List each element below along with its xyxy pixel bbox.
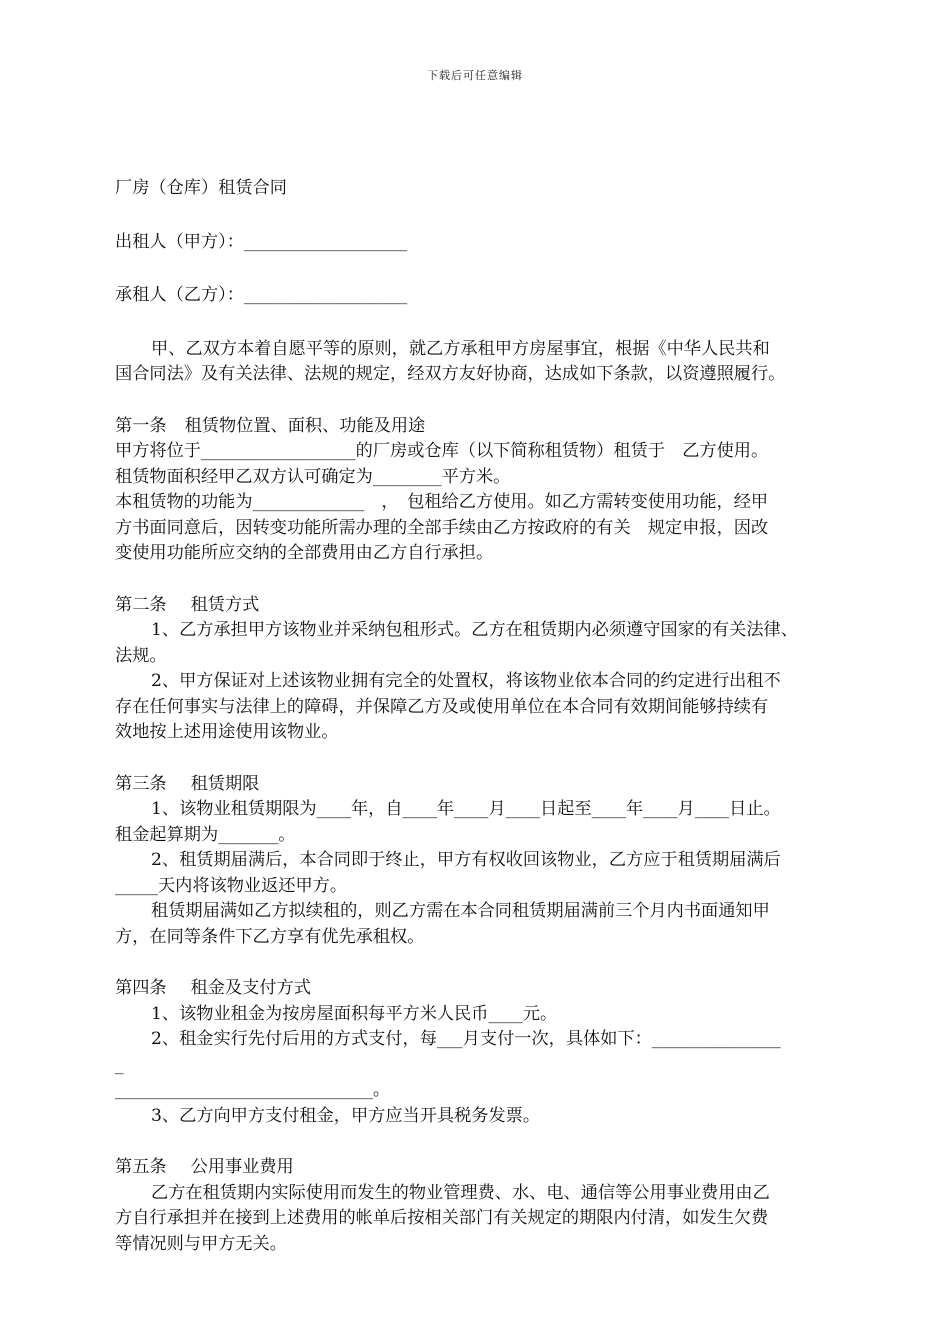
article-5-line: 等情况则与甲方无关。 <box>115 1233 287 1254</box>
article-2-line: 存在任何事实与法律上的障碍，并保障乙方及或使用单位在本合同有效期间能够持续有 <box>115 696 769 717</box>
article-5-heading <box>115 1155 860 1181</box>
article-1-line: 租赁物面积经甲乙双方认可确定为________平方米。 <box>115 466 511 487</box>
article-number: 第三条 <box>115 773 167 794</box>
article-title: 租赁方式 <box>190 594 260 615</box>
article-4-line: 3、乙方向甲方支付租金，甲方应当开具税务发票。 <box>151 1105 541 1126</box>
article-number: 第一条 <box>115 415 167 436</box>
contract-body <box>115 176 860 1257</box>
article-4-line: _ <box>115 1054 124 1075</box>
article-3-line: 1、该物业租赁期限为____年，自____年____月____日起至____年____月____日止。 <box>151 799 781 819</box>
article-3-line: 2、租赁期届满后，本合同即于终止，甲方有权收回该物业，乙方应于租赁期届满后 <box>151 850 781 870</box>
article-2-heading <box>115 593 860 619</box>
article-4-line: 2、租金实行先付后用的方式支付，每___月支付一次，具体如下：_______________ <box>151 1029 781 1049</box>
lessee-line: 承租人（乙方）：___________________ <box>115 285 408 305</box>
article-3-heading <box>115 772 860 798</box>
article-3-line: _____天内将该物业返还甲方。 <box>115 875 348 896</box>
article-title: 租金及支付方式 <box>190 978 311 998</box>
article-1-line: 甲方将位于__________________的厂房或仓库（以下简称租赁物）租赁于 乙方使用。 <box>115 441 769 461</box>
article-2-line: 法规。 <box>115 645 167 666</box>
article-number: 第二条 <box>115 594 167 615</box>
article-3-line: 租赁期届满如乙方拟续租的，则乙方需在本合同租赁期届满前三个月内书面通知甲 <box>151 901 770 921</box>
article-1-line: 方书面同意后，因转变功能所需办理的全部手续由乙方按政府的有关 规定申报，因改 <box>115 517 769 538</box>
article-2-line: 2、甲方保证对上述该物业拥有完全的处置权，将该物业依本合同的约定进行出租不 <box>151 671 781 691</box>
article-4-line: 1、该物业租金为按房屋面积每平方米人民币____元。 <box>151 1003 558 1024</box>
article-2-line: 效地按上述用途使用该物业。 <box>115 722 339 742</box>
article-1-line: 本租赁物的功能为_____________ ， 包租给乙方使用。如乙方需转变使用功能，经甲 <box>115 492 769 512</box>
article-2-line: 1、乙方承担甲方该物业并采纳包租形式。乙方在租赁期内必须遵守国家的有关法律、 <box>151 620 798 640</box>
article-1-heading <box>115 414 860 440</box>
article-3-line: 租金起算期为_______。 <box>115 824 296 845</box>
contract-title: 厂房（仓库）租赁合同 <box>115 178 287 198</box>
preamble-line: 甲、乙双方本着自愿平等的原则，就乙方承租甲方房屋事宜，根据《中华人民共和 <box>151 338 770 359</box>
article-title: 租赁物位置、面积、功能及用途 <box>184 415 426 436</box>
article-1-line: 变使用功能所应交纳的全部费用由乙方自行承担。 <box>115 543 494 563</box>
header-note: 下载后可任意编辑 <box>427 69 523 82</box>
article-4-heading <box>115 976 860 1002</box>
lessor-line: 出租人（甲方）：___________________ <box>115 231 408 252</box>
article-3-line: 方，在同等条件下乙方享有优先承租权。 <box>115 926 425 947</box>
article-5-line: 方自行承担并在接到上述费用的帐单后按相关部门有关规定的期限内付清，如发生欠费 <box>115 1208 769 1228</box>
article-number: 第四条 <box>115 978 167 998</box>
article-5-line: 乙方在租赁期内实际使用而发生的物业管理费、水、电、通信等公用事业费用由乙 <box>151 1182 770 1203</box>
article-4-line: ______________________________。 <box>115 1080 391 1100</box>
preamble-line: 国合同法》及有关法律、法规的规定，经双方友好协商，达成如下条款，以资遵照履行。 <box>115 364 786 384</box>
article-number: 第五条 <box>115 1157 167 1177</box>
article-title: 公用事业费用 <box>190 1157 294 1177</box>
article-title: 租赁期限 <box>190 773 260 794</box>
